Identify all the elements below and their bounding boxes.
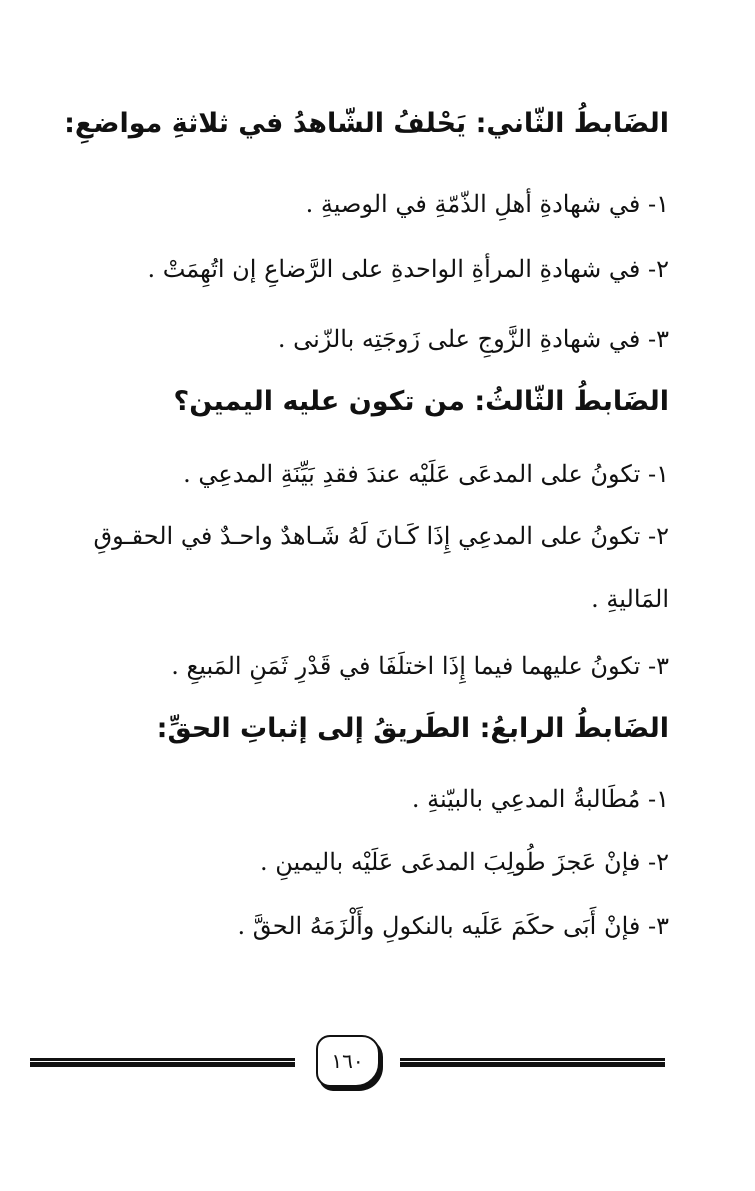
footer-rule-right <box>400 1058 665 1067</box>
section-heading-2: الضَابطُ الثّاني: يَحْلفُ الشّاهدُ في ثلاثةِ مواضعِ: <box>64 108 669 139</box>
list-item-continuation: المَاليةِ . <box>591 585 669 613</box>
page-footer <box>30 1030 665 1090</box>
page-number <box>316 1035 380 1087</box>
footer-rule-left <box>30 1058 295 1067</box>
list-item: ٣- في شهادةِ الزَّوجِ على زَوجَتِه بالزّنى . <box>277 325 669 353</box>
section-heading-4: الضَابطُ الرابعُ: الطَريقُ إلى إثباتِ الحقِّ: <box>156 713 669 744</box>
list-item: ١- في شهادةِ أهلِ الذّمّةِ في الوصيةِ . <box>305 190 669 218</box>
list-item: ١- تكونُ على المدعَى عَلَيْه عندَ فقدِ بَيِّنَةِ المدعِي . <box>183 460 669 488</box>
page-number-text: ١٦٠ <box>331 1049 364 1073</box>
list-item: ٣- فإنْ أَبَى حكَمَ عَلَيه بالنكولِ وأَلْزَمَهُ الحقَّ . <box>237 912 669 940</box>
list-item: ٢- فإنْ عَجزَ طُولِبَ المدعَى عَلَيْه باليمينِ . <box>260 848 669 876</box>
list-item: ٣- تكونُ عليهما فيما إِذَا اختلَفَا في قَدْرِ ثَمَنِ المَبيعِ . <box>171 652 669 680</box>
section-heading-3: الضَابطُ الثّالثُ: من تكون عليه اليمين؟ <box>173 386 669 417</box>
list-item: ١- مُطَالبةُ المدعِي بالبيّنةِ . <box>411 785 669 813</box>
list-item: ٢- تكونُ على المدعِي إِذَا كَـانَ لَهُ شَـاهدٌ واحـدٌ في الحقـوقِ <box>93 522 669 550</box>
list-item: ٢- في شهادةِ المرأةِ الواحدةِ على الرَّضاعِ إن اتُهِمَتْ . <box>147 255 669 283</box>
